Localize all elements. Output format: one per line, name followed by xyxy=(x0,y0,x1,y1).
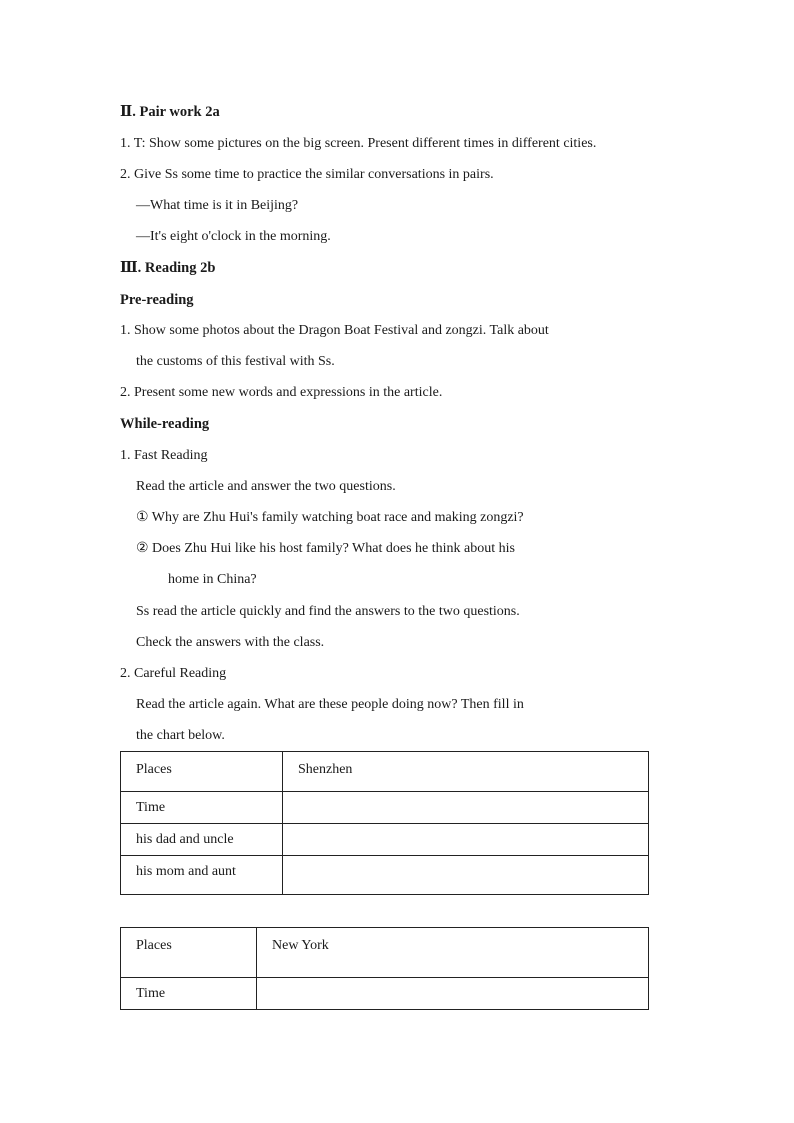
row-value: New York xyxy=(257,928,649,978)
fast-reading-instruction: Read the article and answer the two questions. xyxy=(136,479,396,494)
row-label: Places xyxy=(121,928,257,978)
answer-cell[interactable] xyxy=(283,824,649,856)
careful-reading-instruction: Read the article again. What are these people doing now? Then fill in xyxy=(136,697,524,712)
pair-work-heading: Ⅱ. Pair work 2a xyxy=(120,104,220,120)
pre-reading-heading: Pre-reading xyxy=(120,292,194,308)
table-row xyxy=(121,928,649,978)
pre-reading-item-2: 2. Present some new words and expressions in the article. xyxy=(120,385,443,400)
answer-cell[interactable] xyxy=(283,856,649,895)
table-row xyxy=(121,792,649,824)
row-label: his dad and uncle xyxy=(121,824,283,856)
new-york-chart xyxy=(120,927,649,1010)
fast-reading-title: 1. Fast Reading xyxy=(120,448,208,463)
fast-reading-step-1: Ss read the article quickly and find the answers to the two questions. xyxy=(136,604,520,619)
row-label: Time xyxy=(121,978,257,1010)
question-2-cont: home in China? xyxy=(168,572,257,587)
pre-reading-item-1: 1. Show some photos about the Dragon Boat Festival and zongzi. Talk about xyxy=(120,323,549,338)
dialogue-line-2: —It's eight o'clock in the morning. xyxy=(136,229,331,244)
table-row xyxy=(121,856,649,895)
row-label: Places xyxy=(121,752,283,792)
careful-reading-title: 2. Careful Reading xyxy=(120,666,227,681)
reading-heading: Ⅲ. Reading 2b xyxy=(120,260,216,276)
careful-reading-instruction-cont: the chart below. xyxy=(136,728,225,743)
row-value: Shenzhen xyxy=(283,752,649,792)
table-row xyxy=(121,824,649,856)
pair-work-item-1: 1. T: Show some pictures on the big screen. Present different times in different cities. xyxy=(120,136,597,151)
shenzhen-chart xyxy=(120,751,649,895)
while-reading-heading: While-reading xyxy=(120,416,210,432)
dialogue-line-1: —What time is it in Beijing? xyxy=(136,198,299,213)
answer-cell[interactable] xyxy=(257,978,649,1010)
question-1: ① Why are Zhu Hui's family watching boat race and making zongzi? xyxy=(136,510,524,525)
table-row xyxy=(121,752,649,792)
pre-reading-item-1-cont: the customs of this festival with Ss. xyxy=(136,354,335,369)
row-label: Time xyxy=(121,792,283,824)
answer-cell[interactable] xyxy=(283,792,649,824)
row-label: his mom and aunt xyxy=(121,856,283,895)
table-row xyxy=(121,978,649,1010)
pair-work-item-2: 2. Give Ss some time to practice the similar conversations in pairs. xyxy=(120,167,494,182)
question-2: ② Does Zhu Hui like his host family? What does he think about his xyxy=(136,541,515,556)
fast-reading-step-2: Check the answers with the class. xyxy=(136,635,325,650)
